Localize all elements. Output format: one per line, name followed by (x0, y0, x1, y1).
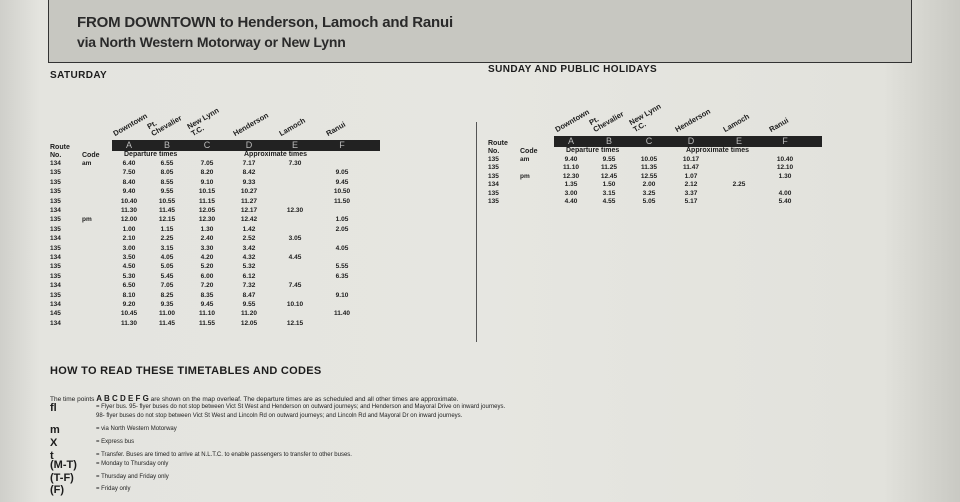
saturday-cell: 135 (50, 197, 61, 205)
sunday-cell: 1.35 (564, 181, 578, 189)
sunday-cell: 1.30 (778, 172, 792, 180)
saturday-cell: 2.25 (160, 235, 174, 243)
saturday-cell: 9.10 (335, 291, 349, 299)
saturday-cell: 5.30 (122, 272, 136, 280)
sunday-cell: 11.35 (641, 164, 657, 172)
sunday-stop-henderson: Henderson (673, 106, 712, 134)
sunday-cell: 2.00 (642, 181, 656, 189)
saturday-cell: 135 (50, 291, 61, 299)
sunday-cell: 12.45 (600, 172, 618, 180)
saturday-timepoint-f: F (339, 140, 345, 150)
saturday-cell: 4.05 (335, 244, 349, 252)
sunday-cell: pm (520, 172, 530, 180)
legend-symbol: X (50, 437, 58, 449)
saturday-cell: 9.05 (335, 169, 349, 177)
saturday-table-row (0, 320, 960, 331)
saturday-timepoint-c: C (203, 140, 211, 150)
saturday-cell: 134 (50, 235, 61, 243)
saturday-cell: 12.05 (198, 207, 216, 214)
saturday-heading: SATURDAY (50, 70, 108, 81)
legend-intro-post: are shown on the map overleaf. The departure times are as scheduled and all other times are approximate. (150, 396, 459, 403)
saturday-cell: 8.35 (200, 291, 214, 299)
legend-timepoint-letters: A B C D E F G (96, 394, 149, 403)
saturday-cell: 9.20 (122, 301, 136, 308)
saturday-cell: 9.35 (160, 301, 174, 308)
saturday-timepoint-a: A (125, 140, 132, 150)
saturday-cell: 134 (50, 160, 61, 167)
saturday-cell: 134 (50, 254, 61, 261)
saturday-cell: 9.33 (242, 178, 256, 186)
saturday-cell: 3.50 (122, 254, 136, 261)
saturday-cell: 10.45 (120, 310, 138, 318)
saturday-stop-downtown: Downtown (111, 111, 149, 138)
saturday-cell: 10.50 (333, 188, 351, 196)
sunday-code-header: Code (520, 148, 538, 155)
saturday-departure-header: Departure times (124, 151, 178, 158)
saturday-cell: 12.05 (240, 319, 258, 327)
saturday-cell: 5.20 (200, 263, 214, 271)
saturday-cell: 134 (50, 282, 61, 290)
saturday-cell: am (82, 160, 92, 167)
saturday-cell: 9.55 (160, 188, 174, 196)
saturday-cell: 11.45 (159, 207, 175, 214)
sunday-cell: 135 (488, 198, 499, 205)
sunday-cell: 1.50 (602, 181, 616, 189)
sunday-cell: 3.37 (684, 189, 698, 197)
saturday-cell: 134 (50, 301, 61, 308)
sunday-cell: 11.25 (601, 164, 617, 172)
saturday-stop-pt-: Pt. Chevalier (145, 113, 184, 138)
saturday-cell: 135 (50, 244, 61, 252)
sunday-cell: 12.55 (640, 172, 658, 180)
saturday-cell: 9.10 (200, 178, 214, 186)
saturday-cell: 135 (50, 188, 61, 196)
saturday-stop-henderson: Henderson (231, 110, 270, 138)
saturday-cell: 1.42 (242, 225, 256, 233)
saturday-cell: 11.40 (334, 310, 350, 318)
sunday-cell: 2.12 (684, 181, 698, 189)
saturday-cell: 2.05 (335, 225, 349, 233)
legend-intro-pre: The time points (50, 396, 95, 403)
saturday-cell: 145 (50, 310, 61, 318)
saturday-approx-header: Approximate times (244, 151, 308, 158)
saturday-cell: 9.45 (335, 178, 349, 186)
saturday-cell: 4.20 (200, 254, 214, 261)
saturday-cell: 134 (50, 207, 61, 214)
saturday-cell: 3.42 (242, 244, 256, 252)
sunday-timepoint-e: E (735, 136, 742, 146)
sunday-cell: 1.07 (684, 172, 698, 180)
saturday-cell: 135 (50, 169, 61, 177)
saturday-cell: 134 (50, 319, 61, 327)
sunday-cell: 135 (488, 156, 499, 163)
saturday-cell: 6.12 (242, 272, 256, 280)
saturday-cell: 4.50 (122, 263, 136, 271)
sunday-cell: 9.40 (564, 156, 578, 163)
saturday-cell: 8.55 (160, 178, 174, 186)
sunday-route-header: Route No. (488, 140, 508, 155)
sunday-cell: 9.55 (602, 156, 616, 163)
legend-symbol: (M-T) (50, 459, 77, 471)
sunday-timepoint-d: D (687, 136, 695, 146)
saturday-cell: 8.05 (160, 169, 174, 177)
saturday-cell: 11.27 (241, 197, 257, 205)
sunday-departure-header: Departure times (566, 147, 620, 154)
sunday-approx-header: Approximate times (686, 147, 750, 154)
saturday-cell: 135 (50, 225, 61, 233)
saturday-cell: 2.10 (122, 235, 136, 243)
saturday-cell: 8.42 (242, 169, 256, 177)
saturday-cell: 11.55 (199, 319, 215, 327)
saturday-stop-new-lynn: New Lynn T.C. (185, 105, 221, 138)
legend-symbol: m (50, 424, 60, 436)
saturday-cell: 135 (50, 272, 61, 280)
saturday-route-header: Route No. (50, 144, 70, 159)
sunday-cell: 5.40 (778, 198, 792, 205)
saturday-cell: 7.05 (200, 160, 214, 167)
sunday-cell: 11.10 (563, 164, 579, 172)
saturday-cell: 3.00 (122, 244, 136, 252)
legend-symbol: fl (50, 402, 57, 414)
legend-description: = Monday to Thursday only (96, 461, 169, 467)
sunday-timepoint-c: C (645, 136, 653, 146)
saturday-cell: 9.45 (200, 301, 214, 308)
saturday-cell: 7.32 (242, 282, 256, 290)
saturday-cell: 12.15 (158, 216, 176, 224)
legend-symbol: t (50, 450, 54, 462)
sunday-stop-pt-: Pt. Chevalier (587, 109, 626, 134)
saturday-cell: 12.17 (240, 207, 258, 214)
sunday-timepoint-f: F (782, 136, 788, 146)
saturday-cell: 12.42 (240, 216, 258, 224)
legend-description: = Flyer bus. 95- flyer buses do not stop between Vict St West and Henderson on outward journeys; and Henderson and Mayoral Drive on inward journeys. (96, 404, 506, 410)
sunday-cell: 3.15 (602, 189, 616, 197)
sunday-cell: 10.05 (640, 156, 658, 163)
sunday-cell: 10.17 (682, 156, 700, 163)
saturday-cell: 11.30 (121, 207, 137, 214)
legend-description: = Express bus (96, 439, 135, 445)
sunday-cell: 3.00 (564, 189, 578, 197)
howto-heading: HOW TO READ THESE TIMETABLES AND CODES (50, 365, 322, 377)
route-banner (48, 0, 912, 63)
saturday-cell: 11.10 (199, 310, 215, 318)
saturday-cell: 8.40 (122, 178, 136, 186)
sunday-timepoint-a: A (567, 136, 574, 146)
sunday-cell: 135 (488, 164, 499, 172)
legend-symbol: (T-F) (50, 472, 74, 484)
saturday-cell: 10.15 (198, 188, 216, 196)
saturday-cell: 10.10 (286, 301, 304, 308)
saturday-cell: 3.30 (200, 244, 214, 252)
sunday-heading: SUNDAY AND PUBLIC HOLIDAYS (488, 64, 658, 75)
saturday-code-header: Code (82, 152, 100, 159)
saturday-cell: 11.00 (159, 310, 175, 318)
legend-description: = Thursday and Friday only (96, 474, 169, 480)
sunday-cell: 5.17 (684, 198, 698, 205)
saturday-timepoint-band (112, 140, 380, 151)
saturday-cell: 135 (50, 178, 61, 186)
sunday-table-row (0, 198, 960, 209)
sunday-cell: 4.00 (778, 189, 792, 197)
saturday-cell: 4.05 (160, 254, 174, 261)
sunday-cell: 2.25 (732, 181, 746, 189)
saturday-cell: 7.50 (122, 169, 136, 177)
sunday-stop-names (0, 74, 960, 134)
saturday-cell: 6.00 (200, 272, 214, 280)
banner-subtitle: via North Western Motorway or New Lynn (77, 34, 346, 50)
sunday-cell: 11.47 (683, 164, 699, 172)
saturday-cell: 11.15 (199, 197, 215, 205)
saturday-cell: 6.50 (122, 282, 136, 290)
saturday-cell: 3.05 (288, 235, 302, 243)
legend-symbol: (F) (50, 484, 65, 496)
saturday-cell: 5.32 (242, 263, 256, 271)
saturday-cell: 7.17 (242, 160, 256, 167)
saturday-cell: 1.15 (160, 225, 174, 233)
saturday-cell: 6.35 (335, 272, 349, 280)
saturday-cell: 6.55 (160, 160, 174, 167)
legend-description: = Transfer. Buses are timed to arrive at N.L.T.C. to enable passengers to transfer to other buses. (96, 452, 352, 458)
sunday-timepoint-b: B (605, 136, 612, 146)
saturday-cell: 9.55 (242, 301, 256, 308)
sunday-cell: 4.40 (564, 198, 578, 205)
saturday-cell: 2.52 (242, 235, 256, 243)
saturday-cell: 4.45 (288, 254, 302, 261)
saturday-cell: 11.30 (121, 319, 137, 327)
saturday-cell: 11.45 (159, 319, 175, 327)
saturday-cell: 8.25 (160, 291, 174, 299)
sunday-cell: 135 (488, 189, 499, 197)
legend-description: = Friday only (96, 486, 131, 492)
saturday-timepoint-b: B (163, 140, 170, 150)
saturday-cell: 12.30 (198, 216, 216, 224)
saturday-cell: 135 (50, 216, 61, 224)
saturday-cell: 6.40 (122, 160, 136, 167)
saturday-cell: 12.00 (120, 216, 138, 224)
sunday-cell: 4.55 (602, 198, 616, 205)
saturday-cell: 135 (50, 263, 61, 271)
saturday-cell: 7.20 (200, 282, 214, 290)
legend-description: = via North Western Motorway (96, 426, 177, 432)
sunday-cell: 10.40 (776, 156, 794, 163)
saturday-cell: 7.45 (288, 282, 302, 290)
saturday-stop-lamoch: Lamoch (277, 115, 307, 138)
saturday-cell: 1.05 (335, 216, 349, 224)
sunday-cell: 134 (488, 181, 499, 189)
saturday-cell: 7.05 (160, 282, 174, 290)
saturday-timepoint-d: D (245, 140, 253, 150)
saturday-timepoint-e: E (291, 140, 298, 150)
sunday-stop-ranui: Ranui (767, 115, 791, 134)
saturday-cell: 12.15 (286, 319, 304, 327)
saturday-cell: 4.32 (242, 254, 256, 261)
saturday-cell: 8.20 (200, 169, 214, 177)
saturday-cell: 8.47 (242, 291, 256, 299)
banner-title: FROM DOWNTOWN to Henderson, Lamoch and Ranui (77, 14, 453, 31)
saturday-stop-ranui: Ranui (324, 119, 348, 138)
saturday-cell: 10.40 (120, 197, 138, 205)
saturday-cell: 1.00 (122, 225, 136, 233)
sunday-stop-new-lynn: New Lynn T.C. (627, 101, 663, 134)
saturday-cell: 10.27 (240, 188, 258, 196)
saturday-cell: 5.45 (160, 272, 174, 280)
sunday-cell: 5.05 (642, 198, 656, 205)
saturday-cell: 5.05 (160, 263, 174, 271)
saturday-cell: 10.55 (158, 197, 176, 205)
sunday-stop-lamoch: Lamoch (721, 111, 751, 134)
saturday-cell: 5.55 (335, 263, 349, 271)
sunday-cell: am (520, 156, 530, 163)
saturday-cell: 11.20 (241, 310, 257, 318)
sunday-cell: 12.30 (562, 172, 580, 180)
sunday-cell: 3.25 (642, 189, 656, 197)
saturday-cell: 11.50 (334, 197, 350, 205)
saturday-cell: pm (82, 216, 92, 224)
saturday-cell: 1.30 (200, 225, 214, 233)
sunday-stop-downtown: Downtown (553, 107, 591, 134)
legend-description-extra: 98- flyer buses do not stop between Vict St West and Lincoln Rd on outward journeys; and Lincoln Rd and Mayoral Dr on inward journeys. (96, 413, 463, 419)
sunday-timepoint-band (554, 136, 822, 147)
saturday-cell: 3.15 (160, 244, 174, 252)
legend-intro (50, 394, 458, 403)
sunday-cell: 135 (488, 172, 499, 180)
saturday-cell: 8.10 (122, 291, 136, 299)
sunday-cell: 12.10 (776, 164, 794, 172)
saturday-cell: 12.30 (286, 207, 304, 214)
saturday-cell: 2.40 (200, 235, 214, 243)
saturday-cell: 9.40 (122, 188, 136, 196)
saturday-cell: 7.30 (288, 160, 302, 167)
